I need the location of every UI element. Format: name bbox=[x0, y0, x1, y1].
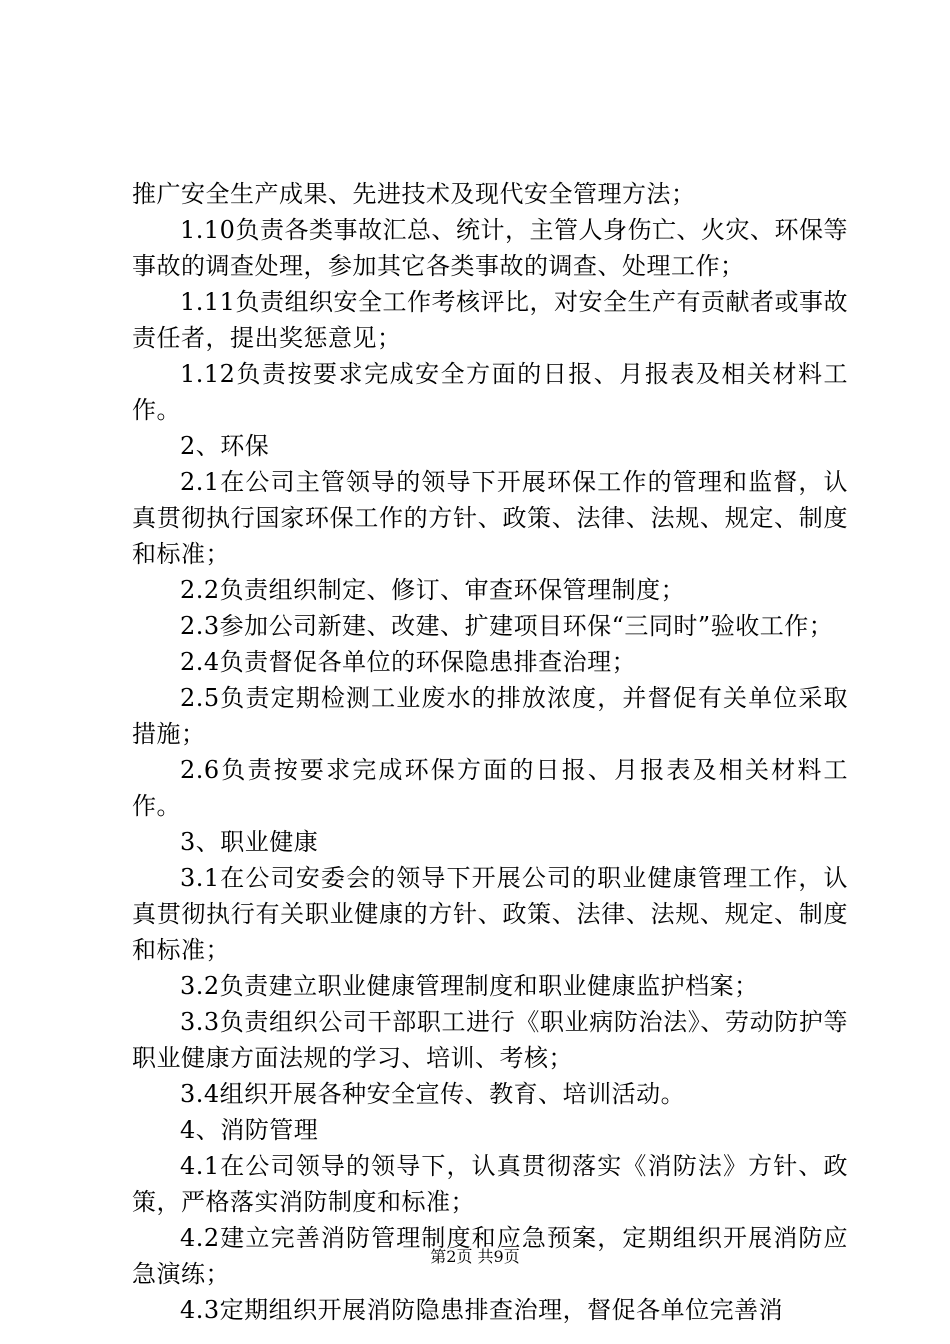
paragraph: 2、环保 bbox=[180, 432, 270, 460]
paragraph: 4.1在公司领导的领导下，认真贯彻落实《消防法》方针、政策，严格落实消防制度和标准； bbox=[132, 1152, 848, 1216]
page-footer: 第2页 共9页 bbox=[430, 1247, 520, 1266]
paragraph: 2.3参加公司新建、改建、扩建项目环保“三同时”验收工作； bbox=[180, 612, 834, 640]
paragraph: 2.1在公司主管领导的领导下开展环保工作的管理和监督，认真贯彻执行国家环保工作的方针、政策、法律、法规、规定、制度和标准； bbox=[132, 468, 848, 568]
paragraph: 2.5负责定期检测工业废水的排放浓度，并督促有关单位采取措施； bbox=[132, 684, 848, 748]
paragraph: 4、消防管理 bbox=[180, 1116, 319, 1144]
paragraph: 1.10负责各类事故汇总、统计，主管人身伤亡、火灾、环保等事故的调查处理，参加其它各类事故的调查、处理工作； bbox=[132, 216, 848, 280]
paragraph: 4.2建立完善消防管理制度和应急预案，定期组织开展消防应急演练； bbox=[132, 1224, 848, 1288]
paragraph: 2.6负责按要求完成环保方面的日报、月报表及相关材料工作。 bbox=[132, 756, 848, 820]
paragraph: 2.2负责组织制定、修订、审查环保管理制度； bbox=[180, 576, 686, 604]
paragraph: 3.3负责组织公司干部职工进行《职业病防治法》、劳动防护等职业健康方面法规的学习、培训、考核； bbox=[132, 1008, 848, 1072]
document-body bbox=[132, 176, 848, 1328]
paragraph: 3.2负责建立职业健康管理制度和职业健康监护档案； bbox=[180, 972, 759, 1000]
paragraph: 推广安全生产成果、先进技术及现代安全管理方法； bbox=[132, 180, 696, 208]
paragraph: 4.3定期组织开展消防隐患排查治理，督促各单位完善消 bbox=[180, 1296, 784, 1324]
paragraph: 1.11负责组织安全工作考核评比，对安全生产有贡献者或事故责任者，提出奖惩意见； bbox=[132, 288, 848, 352]
paragraph: 2.4负责督促各单位的环保隐患排查治理； bbox=[180, 648, 637, 676]
paragraph: 1.12负责按要求完成安全方面的日报、月报表及相关材料工作。 bbox=[132, 360, 848, 424]
paragraph: 3.1在公司安委会的领导下开展公司的职业健康管理工作，认真贯彻执行有关职业健康的方针、政策、法律、法规、规定、制度和标准； bbox=[132, 864, 848, 964]
paragraph: 3、职业健康 bbox=[180, 828, 319, 856]
paragraph: 3.4组织开展各种安全宣传、教育、培训活动。 bbox=[180, 1080, 686, 1108]
